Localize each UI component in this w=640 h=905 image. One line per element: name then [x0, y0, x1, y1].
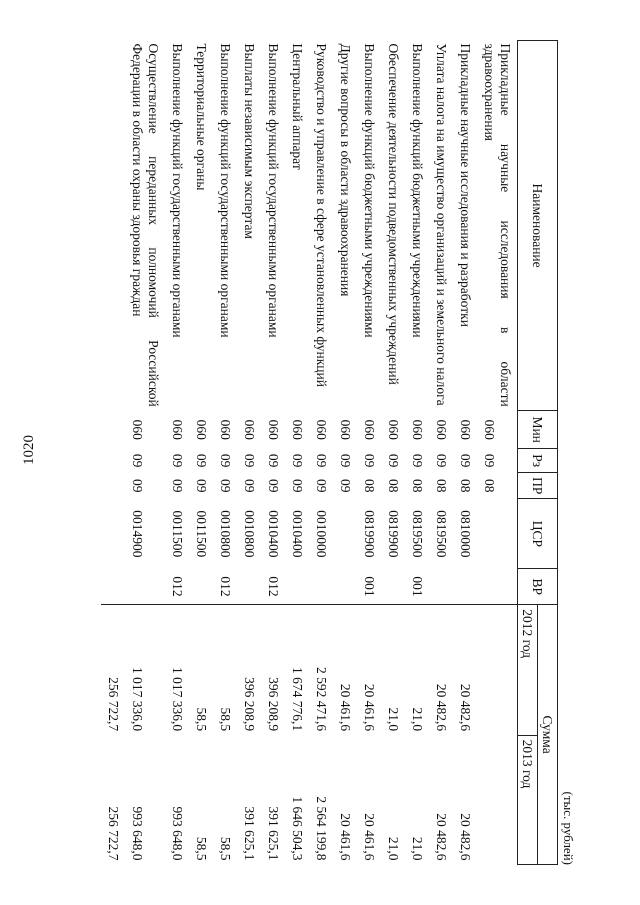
row-pr: 09	[314, 479, 329, 493]
table-row	[429, 41, 453, 865]
table-row	[213, 41, 237, 865]
row-vr	[309, 569, 333, 605]
row-csr	[101, 499, 125, 569]
row-csr: 0010800	[242, 510, 257, 558]
table-row	[309, 41, 333, 865]
row-sum-2012: 256 722,7	[101, 605, 125, 735]
row-vr	[189, 569, 213, 605]
row-rz: 09	[170, 453, 185, 468]
row-csr: 0010400	[266, 510, 281, 558]
row-sum-2013: 21,0	[386, 836, 401, 861]
table-row	[285, 41, 309, 865]
row-min: 060	[458, 419, 473, 440]
row-sum-2012: 396 208,9	[237, 605, 261, 735]
header-name: Наименование	[518, 41, 558, 411]
row-vr	[333, 569, 357, 605]
row-sum-2012: 20 461,6	[333, 605, 357, 735]
row-sum-2012: 1 017 336,0	[125, 605, 165, 735]
row-name: Выполнение функций государственными органами	[218, 43, 233, 338]
row-min: 060	[170, 419, 185, 440]
budget-table	[101, 40, 558, 865]
rotated-page-content	[97, 40, 582, 865]
header-2012: 2012 год	[518, 605, 538, 735]
header-csr: ЦСР	[518, 499, 558, 569]
row-rz: 09	[242, 453, 257, 468]
row-csr: 0010800	[218, 510, 233, 558]
row-sum-2013: 58,5	[218, 836, 233, 861]
row-name: Другие вопросы в области здравоохранения	[338, 43, 353, 297]
row-vr	[453, 569, 477, 605]
row-vr	[285, 569, 309, 605]
row-sum-2012: 58,5	[213, 605, 237, 735]
row-vr	[237, 569, 261, 605]
row-rz: 09	[434, 453, 449, 468]
row-pr: 08	[386, 479, 401, 493]
row-vr: 001	[362, 576, 377, 597]
row-csr	[477, 499, 518, 569]
row-sum-2012: 1 674 776,1	[285, 605, 309, 735]
table-row	[101, 41, 125, 865]
row-sum-2012: 20 461,6	[357, 605, 381, 735]
row-name: Уплата налога на имущество организаций и земельного налога	[434, 43, 449, 406]
row-pr: 08	[362, 479, 377, 493]
row-sum-2013	[477, 735, 518, 864]
row-rz: 09	[194, 453, 209, 468]
row-name: Прикладные научные исследования и разработки	[458, 43, 473, 327]
row-rz: 09	[362, 453, 377, 468]
table-row	[405, 41, 429, 865]
row-vr: 012	[218, 576, 233, 597]
row-pr: 08	[482, 479, 497, 493]
row-name: Осуществление переданных полномочий Российской Федерации в области охраны здоровья граждан	[130, 43, 161, 407]
header-rz: Рз	[518, 449, 558, 473]
row-pr: 09	[338, 479, 353, 493]
row-name: Обеспечение деятельности подведомственных учреждений	[386, 43, 401, 385]
table-row	[125, 41, 165, 865]
header-vr: ВР	[518, 569, 558, 605]
row-name: Выплаты независимым экспертам	[242, 43, 257, 239]
row-pr: 09	[290, 479, 305, 493]
row-pr	[101, 473, 125, 499]
row-min: 060	[482, 419, 497, 440]
row-sum-2013: 993 648,0	[170, 806, 185, 861]
row-pr: 09	[266, 479, 281, 493]
row-min: 060	[410, 419, 425, 440]
row-pr: 08	[410, 479, 425, 493]
row-vr	[125, 569, 165, 605]
row-min: 060	[386, 419, 401, 440]
row-sum-2012: 21,0	[405, 605, 429, 735]
row-sum-2012: 20 482,6	[429, 605, 453, 735]
table-row	[237, 41, 261, 865]
row-pr: 09	[218, 479, 233, 493]
row-csr	[333, 499, 357, 569]
table-body	[101, 41, 518, 865]
row-rz: 09	[266, 453, 281, 468]
row-sum-2012: 21,0	[381, 605, 405, 735]
row-csr: 0810000	[458, 510, 473, 558]
row-rz: 09	[386, 453, 401, 468]
row-name: Выполнение функций бюджетными учреждениями	[410, 43, 425, 338]
row-min: 060	[266, 419, 281, 440]
row-sum-2013: 58,5	[194, 836, 209, 861]
row-min: 060	[194, 419, 209, 440]
row-rz: 09	[130, 453, 145, 468]
row-sum-2012: 58,5	[189, 605, 213, 735]
table-row	[333, 41, 357, 865]
row-csr: 0010000	[314, 510, 329, 558]
row-pr: 09	[130, 479, 145, 493]
row-name: Выполнение функций бюджетными учреждениями	[362, 43, 377, 338]
row-rz: 09	[218, 453, 233, 468]
table-row	[381, 41, 405, 865]
row-sum-2013: 20 482,6	[458, 813, 473, 861]
header-pr: ПР	[518, 473, 558, 499]
row-sum-2013: 21,0	[410, 836, 425, 861]
row-csr: 0011500	[170, 510, 185, 558]
row-vr: 012	[266, 576, 281, 597]
row-name: Территориальные органы	[194, 43, 209, 191]
row-sum-2013: 391 625,1	[242, 806, 257, 861]
row-sum-2013: 2 564 199,8	[314, 796, 329, 861]
table-row	[189, 41, 213, 865]
row-csr: 0819900	[362, 510, 377, 558]
row-min: 060	[314, 419, 329, 440]
row-vr	[101, 569, 125, 605]
row-sum-2012	[477, 605, 518, 735]
row-rz: 09	[338, 453, 353, 468]
row-name: Центральный аппарат	[290, 43, 305, 170]
row-csr: 0011500	[194, 510, 209, 558]
row-sum-2013: 993 648,0	[130, 806, 145, 861]
row-csr: 0819500	[434, 510, 449, 558]
row-sum-2012: 20 482,6	[453, 605, 477, 735]
row-sum-2012: 1 017 336,0	[165, 605, 189, 735]
header-sum: Сумма	[538, 605, 558, 865]
row-min: 060	[434, 419, 449, 440]
table-row	[165, 41, 189, 865]
row-sum-2013: 256 722,7	[106, 806, 121, 861]
row-min: 060	[362, 419, 377, 440]
table-row	[357, 41, 381, 865]
row-rz: 09	[290, 453, 305, 468]
row-sum-2013: 391 625,1	[266, 806, 281, 861]
row-sum-2013: 20 461,6	[338, 813, 353, 861]
row-pr: 09	[194, 479, 209, 493]
row-pr: 09	[170, 479, 185, 493]
row-pr: 08	[434, 479, 449, 493]
row-rz: 09	[482, 453, 497, 468]
table-row	[261, 41, 285, 865]
row-min: 060	[242, 419, 257, 440]
row-vr	[381, 569, 405, 605]
row-min: 060	[290, 419, 305, 440]
table-header	[518, 41, 558, 865]
row-csr: 0014900	[130, 510, 145, 558]
units-note: (тыс. рублей)	[561, 791, 576, 865]
row-min: 060	[130, 419, 145, 440]
row-name: Прикладные научные исследования в области здравоохранения	[482, 43, 513, 407]
row-rz	[101, 449, 125, 473]
row-vr: 012	[170, 576, 185, 597]
header-min: Мин	[518, 411, 558, 449]
row-name: Выполнение функций государственными органами	[266, 43, 281, 338]
row-rz: 09	[410, 453, 425, 468]
row-sum-2013: 1 646 504,3	[290, 796, 305, 861]
row-sum-2013: 20 461,6	[362, 813, 377, 861]
row-csr: 0010400	[290, 510, 305, 558]
row-min: 060	[218, 419, 233, 440]
row-csr: 0819500	[410, 510, 425, 558]
row-pr: 09	[242, 479, 257, 493]
row-name: Выполнение функций государственными органами	[170, 43, 185, 338]
row-vr: 001	[410, 576, 425, 597]
row-sum-2012: 2 592 471,6	[309, 605, 333, 735]
row-name: Руководство и управление в сфере установленных функций	[314, 43, 329, 387]
row-rz: 09	[314, 453, 329, 468]
row-sum-2012: 396 208,9	[261, 605, 285, 735]
row-min: 060	[338, 419, 353, 440]
header-2013: 2013 год	[518, 735, 538, 864]
row-rz: 09	[458, 453, 473, 468]
page-number: 1020	[21, 435, 37, 465]
row-csr: 0819900	[386, 510, 401, 558]
table-row	[453, 41, 477, 865]
row-vr	[429, 569, 453, 605]
row-pr: 08	[458, 479, 473, 493]
table-row	[477, 41, 518, 865]
row-name	[101, 41, 125, 411]
row-vr	[477, 569, 518, 605]
row-sum-2013: 20 482,6	[434, 813, 449, 861]
row-min	[101, 411, 125, 449]
